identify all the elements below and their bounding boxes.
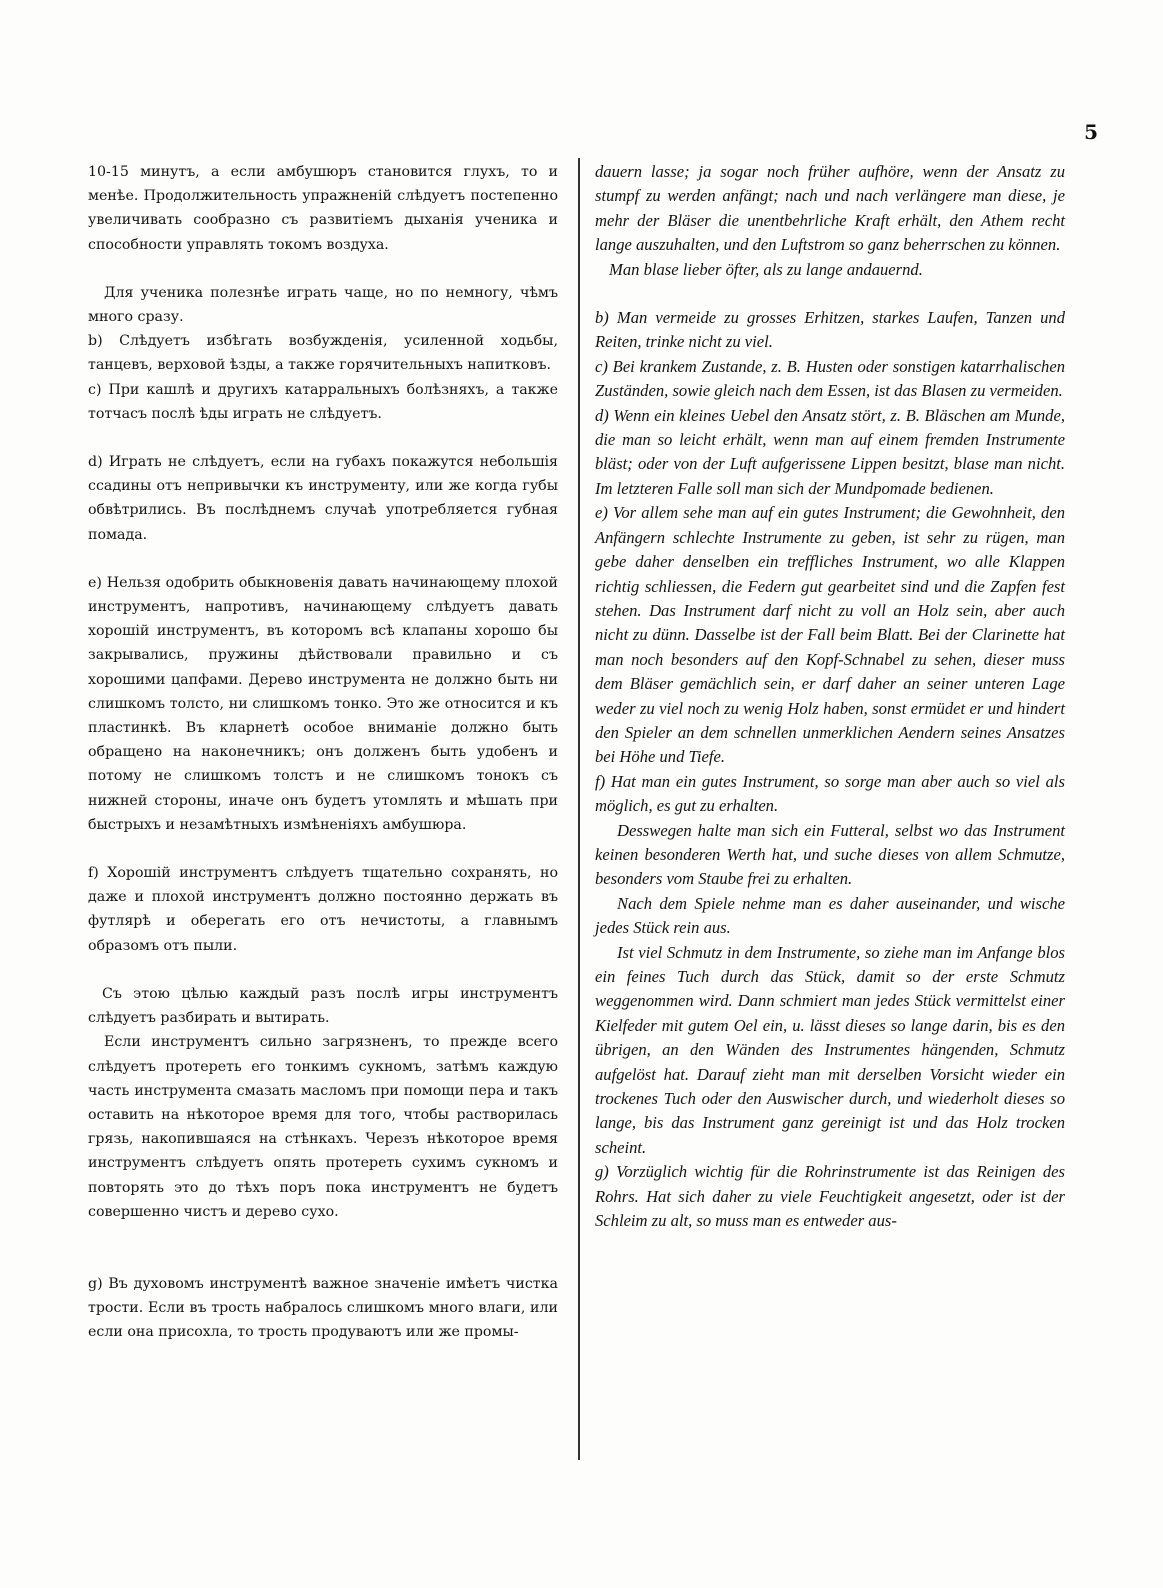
- de-item-e: e) Vor allem sehe man auf ein gutes Instrument; die Gewohnheit, den Anfängern schlechte Instrumente zu geben, ist sehr zu rügen, man gebe daher denselben ein treffliches Instrument, wo alle Klappen richtig schliessen, die Federn gut gearbeitet sind und die Zapfen fest stehen. Das Instrument darf nicht zu voll an Holz sein, aber auch nicht zu dünn. Dasselbe ist der Fall beim Blatt. Bei der Clarinette hat man noch besonders auf den Kopf-Schnabel zu sehen, dieser muss dem Bläser gemächlich sein, er darf daher an seiner unteren Lage weder zu viel noch zu wenig Holz haben, sonst ermüdet er und hindert den Spieler an dem schnellen unmerklichen Aendern seines Ansatzes bei Höhe und Tiefe.: [595, 503, 1065, 767]
- ru-paragraph-dirty-instrument: Если инструментъ сильно загрязненъ, то прежде всего слѣдуетъ протереть его тонкимъ сукномъ, затѣмъ каждую часть инструмента смазать масломъ при помощи пера и такъ оставить на нѣкоторое время для того, чтобы растворилась грязь, накопившаяся на стѣнкахъ. Черезъ нѣкоторое время инструментъ слѣдуетъ опять протереть сухимъ сукномъ и повторять это до тѣхъ поръ пока инструментъ не будетъ совершенно чистъ и дерево сухо.: [88, 1034, 558, 1220]
- de-paragraph-practice: Man blase lieber öfter, als zu lange andauernd.: [609, 259, 923, 279]
- ru-item-g: g) Въ духовомъ инструментѣ важное значеніе имѣетъ чистка трости. Если въ трость набралось слишкомъ много влаги, или если она присохла, то трость продуваютъ или же промы-: [88, 1275, 558, 1341]
- russian-column: [88, 160, 558, 1345]
- de-item-g: g) Vorzüglich wichtig für die Rohrinstrumente ist das Reinigen des Rohrs. Hat sich daher zu viele Feuchtigkeit angesetzt, oder ist der Schleim zu alt, so muss man es entweder aus-: [595, 1162, 1065, 1231]
- column-divider: [578, 158, 580, 1460]
- ru-item-e: e) Нельзя одобрить обыкновенія давать начинающему плохой инструментъ, напротивъ, начинающему слѣдуетъ давать хорошій инструментъ, въ которомъ всѣ клапаны хорошо бы закрывались, пружины дѣйствовали правильно и съ хорошими цапфами. Дерево инструмента не должно быть ни слишкомъ толсто, ни слишкомъ тонко. Это же относится и къ пластинкѣ. Въ кларнетѣ особое вниманіе должно быть обращено на наконечникъ; онъ долженъ быть удобенъ и потому не слишкомъ толстъ и не слишкомъ тонокъ съ нижней стороны, иначе онъ будетъ утомлять и мѣшать при быстрыхъ и незамѣтныхъ измѣненіяхъ амбушюра.: [88, 574, 558, 833]
- ru-item-c: c) При кашлѣ и другихъ катарральныхъ болѣзняхъ, а также тотчасъ послѣ ѣды играть не слѣдуетъ.: [88, 381, 558, 422]
- de-item-c: c) Bei krankem Zustande, z. B. Husten oder sonstigen katarrhalischen Zuständen, sowie gleich nach dem Essen, ist das Blasen zu vermeiden.: [595, 356, 1065, 401]
- de-paragraph-case: Desswegen halte man sich ein Futteral, selbst wo das Instrument keinen besonderen Werth hat, und suche dieses von allem Schmutze, besonders vom Staube frei zu erhalten.: [595, 820, 1065, 889]
- ru-paragraph-intro: 10-15 минутъ, а если амбушюръ становится глухъ, то и менѣе. Продолжительность упражненій слѣдуетъ постепенно увеличивать сообразно съ развитіемъ дыханія ученика и способности управлять токомъ воздуха.: [88, 164, 558, 253]
- de-paragraph-dirty-instrument: Ist viel Schmutz in dem Instrumente, so ziehe man im Anfange blos ein feines Tuch durch das Stück, damit so der erste Schmutz weggenommen wird. Dann schmiert man jedes Stück vermittelst einer Kielfeder mit gutem Oel ein, u. lässt dieses so lange darin, bis es den übrigen, an den Wänden des Instrumentes hängenden, Schmutz aufgelöst hat. Darauf zieht man mit derselben Vorsicht wieder ein trockenes Tuch oder den Auswischer durch, und wiederholt dieses so lange, bis das Instrument ganz gereinigt ist und das Holz trocken scheint.: [595, 942, 1065, 1157]
- page-number: 5: [1084, 120, 1098, 144]
- de-paragraph-intro: dauern lasse; ja sogar noch früher aufhöre, wenn der Ansatz zu stumpf zu werden anfängt; nach und nach verlängere man diese, je mehr der Bläser die unentbehrliche Kraft erhält, den Athem recht lange auszuhalten, und den Luftstrom so ganz beherrschen zu können.: [595, 162, 1065, 255]
- de-item-d: d) Wenn ein kleines Uebel den Ansatz stört, z. B. Bläschen am Munde, die man so leicht erhält, wenn man auf einem fremden Instrumente bläst; oder von der Luft aufgerissene Lippen besitzt, blase man nicht. Im letzteren Falle soll man sich der Mundpomade bedienen.: [595, 405, 1065, 498]
- ru-paragraph-practice: Для ученика полезнѣе играть чаще, но по немногу, чѣмъ много сразу.: [88, 284, 558, 326]
- ru-item-f: f) Хорошій инструментъ слѣдуетъ тщательно сохранять, но даже и плохой инструментъ должно постоянно держать въ футлярѣ и оберегать его отъ нечистоты, а главнымъ образомъ отъ пыли.: [88, 865, 558, 954]
- ru-paragraph-cleaning: Съ этою цѣлью каждый разъ послѣ игры инструментъ слѣдуетъ разбирать и вытирать.: [88, 985, 558, 1027]
- ru-item-b: b) Слѣдуетъ избѣгать возбужденія, усиленной ходьбы, танцевъ, верховой ѣзды, а также горячительныхъ напитковъ.: [88, 333, 558, 374]
- de-item-f: f) Hat man ein gutes Instrument, so sorge man aber auch so viel als möglich, es gut zu erhalten.: [595, 771, 1065, 816]
- de-item-b: b) Man vermeide zu grosses Erhitzen, starkes Laufen, Tanzen und Reiten, trinke nicht zu viel.: [595, 308, 1065, 352]
- de-paragraph-after-playing: Nach dem Spiele nehme man es daher auseinander, und wische jedes Stück rein aus.: [595, 893, 1065, 938]
- german-column: [595, 160, 1065, 1233]
- ru-item-d: d) Играть не слѣдуетъ, если на губахъ покажутся небольшія ссадины отъ непривычки къ инструменту, или же когда губы обвѣтрились. Въ послѣднемъ случаѣ употребляется губная помада.: [88, 454, 558, 543]
